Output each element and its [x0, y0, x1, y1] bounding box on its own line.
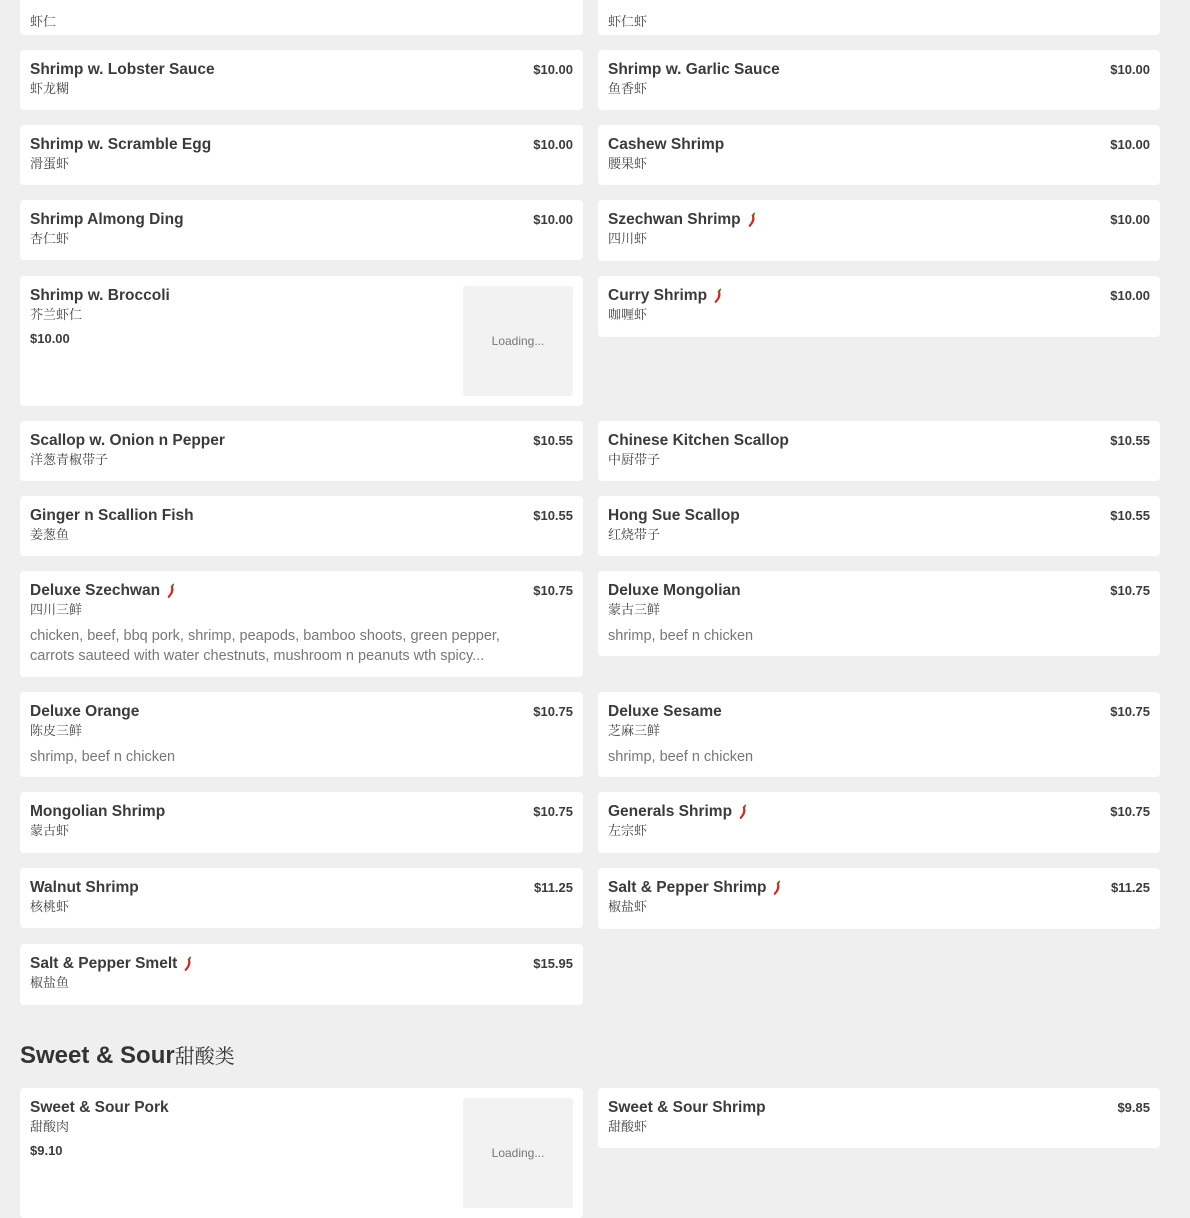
item-name: Deluxe Mongolian [608, 582, 741, 599]
item-name: Sweet & Sour Pork [30, 1099, 169, 1116]
item-name: Deluxe Orange [30, 703, 140, 720]
item-name: Salt & Pepper Shrimp [608, 879, 767, 896]
item-chinese-name: 甜酸虾 [608, 1120, 648, 1135]
item-chinese-name: 鱼香虾 [608, 82, 648, 97]
item-price: $10.00 [533, 212, 573, 227]
item-price: $10.00 [533, 62, 573, 77]
item-chinese-name: 椒盐鱼 [30, 976, 70, 991]
item-price: $9.10 [30, 1143, 63, 1158]
menu-item-deluxe-mongolian[interactable] [598, 571, 1160, 656]
menu-item-szechwan-shrimp[interactable] [598, 200, 1160, 261]
item-name: Chinese Kitchen Scallop [608, 432, 789, 449]
item-price: $10.00 [1110, 62, 1150, 77]
item-chinese-name: 四川虾 [608, 232, 648, 247]
item-chinese-name: 四川三鲜 [30, 603, 83, 618]
item-image-placeholder [463, 1098, 573, 1208]
item-chinese-name: 洋葱青椒带子 [30, 453, 109, 468]
chili-pepper-icon [772, 880, 782, 896]
menu-item-scallop-onion-pepper[interactable] [20, 421, 583, 481]
item-chinese-name: 虾仁 [30, 15, 57, 30]
item-chinese-name: 中厨带子 [608, 453, 661, 468]
item-chinese-name: 椒盐虾 [608, 900, 648, 915]
item-name: Walnut Shrimp [30, 879, 139, 896]
item-name: Curry Shrimp [608, 287, 708, 304]
item-chinese-name: 芝麻三鲜 [608, 724, 661, 739]
menu-item-hong-sue-scallop[interactable] [598, 496, 1160, 556]
item-price: $9.85 [1117, 1100, 1150, 1115]
menu-item-salt-pepper-smelt[interactable] [20, 944, 583, 1005]
menu-item-ginger-scallion-fish[interactable] [20, 496, 583, 556]
item-name: Generals Shrimp [608, 803, 733, 820]
item-name: Cashew Shrimp [608, 136, 725, 153]
item-name: Mongolian Shrimp [30, 803, 166, 820]
menu-item-card[interactable] [20, 0, 583, 35]
item-image-placeholder [463, 286, 573, 396]
item-name: Hong Sue Scallop [608, 507, 740, 524]
item-price: $10.75 [1110, 804, 1150, 819]
menu-item-salt-pepper-shrimp[interactable] [598, 868, 1160, 929]
chili-pepper-icon [183, 956, 193, 972]
item-price: $10.00 [1110, 137, 1150, 152]
item-chinese-name: 蒙古三鲜 [608, 603, 661, 618]
menu-item-garlic-sauce[interactable] [598, 50, 1160, 110]
item-price: $10.00 [1110, 212, 1150, 227]
item-chinese-name: 红烧带子 [608, 528, 661, 543]
menu-item-curry-shrimp[interactable] [598, 276, 1160, 337]
item-price: $10.75 [533, 804, 573, 819]
item-name: Shrimp Almong Ding [30, 211, 184, 228]
item-chinese-name: 核桃虾 [30, 900, 70, 915]
item-chinese-name: 滑蛋虾 [30, 157, 70, 172]
menu-item-walnut-shrimp[interactable] [20, 868, 583, 928]
item-chinese-name: 虾龙糊 [30, 82, 70, 97]
item-price: $10.75 [1110, 704, 1150, 719]
item-price: $10.00 [30, 331, 70, 346]
item-name: Scallop w. Onion n Pepper [30, 432, 225, 449]
item-price: $10.75 [533, 583, 573, 598]
item-name: Ginger n Scallion Fish [30, 507, 194, 524]
item-name: Salt & Pepper Smelt [30, 955, 178, 972]
menu-item-sweet-sour-shrimp[interactable] [598, 1088, 1160, 1148]
chili-pepper-icon [166, 583, 176, 599]
item-name: Sweet & Sour Shrimp [608, 1099, 766, 1116]
chili-pepper-icon [747, 212, 757, 228]
item-chinese-name: 杏仁虾 [30, 232, 70, 247]
section-title-sweet-sour [20, 1040, 235, 1070]
item-chinese-name: 芥兰虾仁 [30, 308, 83, 323]
section-title-text: Sweet & Sour [20, 1042, 175, 1069]
item-name: Szechwan Shrimp [608, 211, 741, 228]
item-chinese-name: 姜葱鱼 [30, 528, 70, 543]
item-price: $10.00 [1110, 288, 1150, 303]
menu-item-card[interactable] [598, 0, 1160, 35]
item-description: shrimp, beef n chicken [608, 749, 754, 765]
menu-item-shrimp-broccoli[interactable] [20, 276, 583, 406]
item-price: $10.55 [1110, 508, 1150, 523]
loading-text: Loading... [491, 1146, 545, 1160]
menu-item-sweet-sour-pork[interactable] [20, 1088, 583, 1218]
item-chinese-name: 虾仁虾 [608, 15, 648, 30]
item-name: Shrimp w. Garlic Sauce [608, 61, 780, 78]
item-chinese-name: 左宗虾 [608, 824, 648, 839]
item-chinese-name: 咖喱虾 [608, 308, 648, 323]
chili-pepper-icon [738, 804, 748, 820]
item-price: $11.25 [533, 880, 573, 895]
menu-item-mongolian-shrimp[interactable] [20, 792, 583, 853]
menu-item-deluxe-szechwan[interactable] [20, 571, 583, 677]
item-price: $11.25 [1110, 880, 1150, 895]
menu-item-scramble-egg[interactable] [20, 125, 583, 185]
item-price: $10.55 [533, 433, 573, 448]
item-name: Shrimp w. Broccoli [30, 287, 170, 304]
menu-item-deluxe-orange[interactable] [20, 692, 583, 777]
loading-text: Loading... [491, 334, 545, 348]
menu-item-chinese-kitchen-scallop[interactable] [598, 421, 1160, 481]
item-chinese-name: 陈皮三鲜 [30, 724, 83, 739]
item-description: shrimp, beef n chicken [30, 749, 176, 765]
item-name: Deluxe Sesame [608, 703, 722, 720]
item-price: $10.75 [533, 704, 573, 719]
item-name: Shrimp w. Lobster Sauce [30, 61, 215, 78]
item-chinese-name: 腰果虾 [608, 157, 648, 172]
menu-item-lobster-sauce[interactable] [20, 50, 583, 110]
item-price: $15.95 [533, 956, 573, 971]
menu-item-deluxe-sesame[interactable] [598, 692, 1160, 777]
item-price: $10.75 [1110, 583, 1150, 598]
menu-item-almong-ding[interactable] [20, 200, 583, 260]
item-chinese-name: 蒙古虾 [30, 824, 70, 839]
item-price: $10.55 [533, 508, 573, 523]
item-name: Shrimp w. Scramble Egg [30, 136, 212, 153]
item-name: Deluxe Szechwan [30, 582, 161, 599]
section-title-chinese: 甜酸类 [174, 1044, 235, 1068]
item-description: shrimp, beef n chicken [608, 628, 754, 644]
item-price: $10.00 [533, 137, 573, 152]
item-description: chicken, beef, bbq pork, shrimp, peapods, bamboo shoots, green pepper, carrots sauteed with water chestnuts, mushroom n peanuts wth spicy... [30, 628, 500, 664]
menu-item-generals-shrimp[interactable] [598, 792, 1160, 853]
item-chinese-name: 甜酸肉 [30, 1120, 70, 1135]
chili-pepper-icon [713, 288, 723, 304]
menu-item-cashew-shrimp[interactable] [598, 125, 1160, 185]
item-price: $10.55 [1110, 433, 1150, 448]
